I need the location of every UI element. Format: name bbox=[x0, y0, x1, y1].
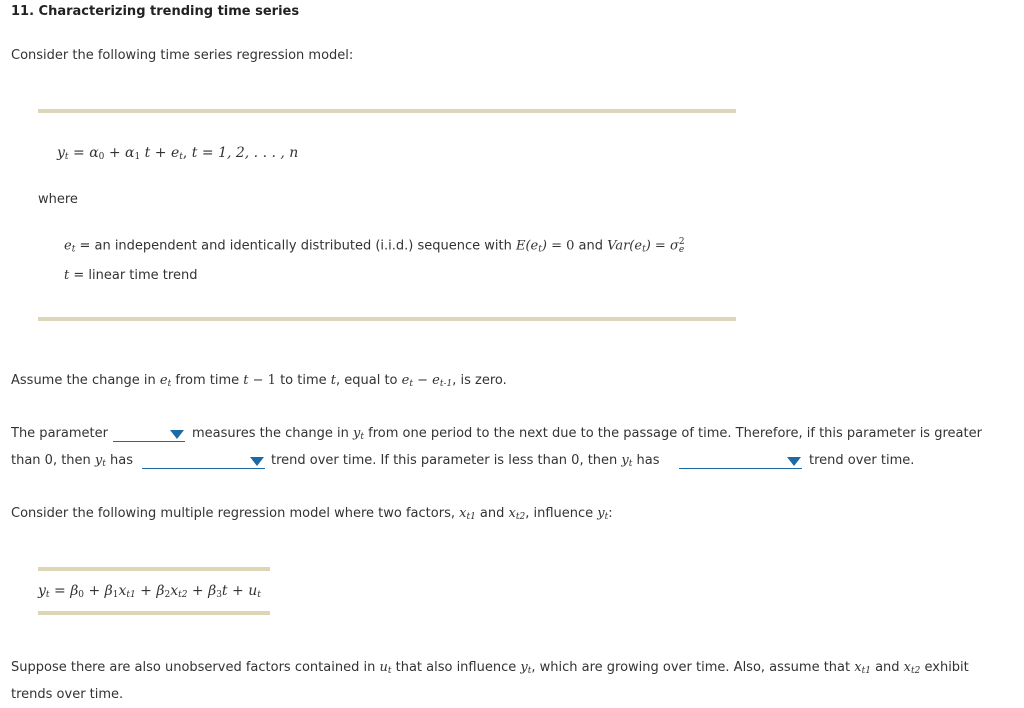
where-label: where bbox=[38, 192, 78, 207]
parameter-sentence-line1-end: measures the change in $y_t$ from one period to the next due to the passage of time. Therefore, if this parameter is greater bbox=[192, 426, 982, 442]
suppose-text-line1: Suppose there are also unobserved factors contained in $u_t$ that also influence $y_t$, which are growing over time. Also, assume that $x_{t1}$ and $x_{t2}$ exhibit bbox=[11, 660, 969, 676]
parameter-sentence-line2-end: trend over time. bbox=[809, 453, 915, 468]
parameter-sentence-line2-start: than 0, then $y_t$ has bbox=[11, 453, 134, 469]
definition-error-term: $e_t$ = an independent and identically distributed (i.i.d.) sequence with $E(e_t) = 0$ and $Var(e_t) = \sigma$ 2 e bbox=[64, 237, 685, 255]
triangle-down-icon bbox=[787, 457, 801, 466]
parameter-sentence-line1-start: The parameter bbox=[11, 426, 108, 441]
triangle-down-icon bbox=[250, 457, 264, 466]
suppose-text-line2: trends over time. bbox=[11, 687, 124, 702]
positive-trend-dropdown[interactable] bbox=[142, 454, 265, 469]
model2-equation: $y_t = \beta_0 + \beta_1x_{t1} + \beta_2x_{t2} + \beta_3t + u_t$ bbox=[38, 583, 261, 600]
parameter-dropdown[interactable] bbox=[113, 427, 185, 442]
model2-box-top-border bbox=[38, 567, 270, 571]
definition-time-trend: t = linear time trend bbox=[64, 268, 198, 283]
negative-trend-dropdown[interactable] bbox=[679, 454, 802, 469]
model-box-bottom-border bbox=[38, 317, 736, 321]
model1-equation: $y_t = \alpha_0 + \alpha_1$ $t + e_t$, t = 1, 2, . . . , n bbox=[57, 145, 299, 162]
assumption-text: Assume the change in $e_t$ from time t − 1 to time t, equal to $e_t - e_{t-1}$, is zero. bbox=[11, 373, 507, 389]
intro-text: Consider the following time series regression model: bbox=[11, 48, 354, 63]
model-box-top-border bbox=[38, 109, 736, 113]
multiple-regression-intro: Consider the following multiple regression model where two factors, $x_{t1}$ and $x_{t2}$, influence $y_t$: bbox=[11, 506, 613, 522]
model2-box-bottom-border bbox=[38, 611, 270, 615]
page-title: 11. Characterizing trending time series bbox=[11, 4, 300, 19]
triangle-down-icon bbox=[170, 430, 184, 439]
parameter-sentence-line2-middle: trend over time. If this parameter is less than 0, then $y_t$ has bbox=[271, 453, 660, 469]
